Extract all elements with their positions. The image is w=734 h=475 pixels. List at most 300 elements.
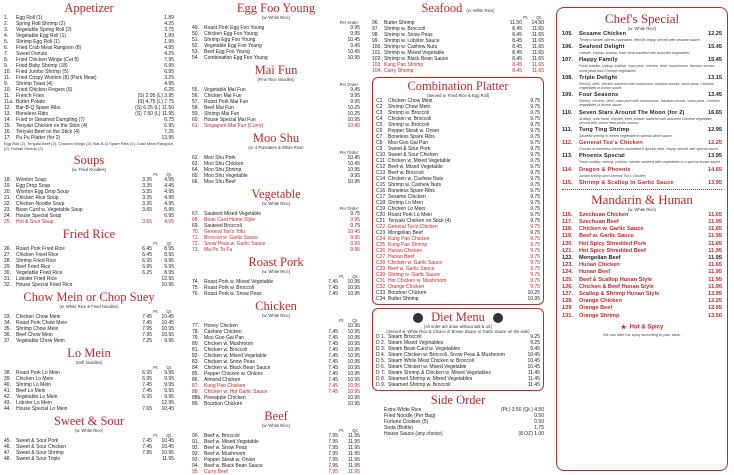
- item-price: 9.75: [530, 272, 540, 278]
- item-price: 9.75: [530, 248, 540, 254]
- menu-item: [4, 282, 174, 288]
- item-number: C32: [376, 284, 386, 290]
- item-name: Chicken w. Black Bean Sauce: [204, 365, 271, 371]
- item-price-pt: 7.95: [328, 433, 338, 439]
- item-number: 75.: [192, 285, 199, 291]
- item-price-pt: 7.45: [142, 444, 152, 450]
- item-number: 65.: [192, 173, 199, 179]
- item-price-pt: 7.95: [328, 457, 338, 463]
- item-price: 9.75: [530, 140, 540, 146]
- item-number: 14.: [4, 117, 11, 123]
- item-number: 17.: [4, 135, 11, 141]
- item-number: C15: [376, 182, 386, 188]
- item-price-qt: 10.95: [347, 389, 360, 395]
- item-name: Boneless Ribs: [16, 111, 48, 117]
- item-price: 9.45: [350, 43, 360, 49]
- item-name: Sweet & Sour Chicken: [16, 444, 67, 450]
- menu-item: [192, 469, 360, 475]
- chef-list: [562, 31, 722, 187]
- menu-item: [4, 406, 174, 412]
- item-price: 12.25: [708, 298, 722, 305]
- item-number: 3.: [4, 27, 9, 33]
- item-number: 24.: [4, 213, 11, 219]
- item-price: 9.75: [530, 206, 540, 212]
- item-name: Lobster Lo Mein: [16, 400, 52, 406]
- item-name: Roast Pork Fried Rice: [16, 246, 65, 252]
- item-number: C21: [376, 218, 386, 224]
- item-name: Fried Chicken Wings (Cut 8): [16, 57, 79, 63]
- item-price-pt: 7.45: [328, 371, 338, 377]
- chef-special-panel: [556, 7, 728, 471]
- item-name: Orange Chicken: [388, 284, 425, 290]
- item-price: 4.95: [164, 45, 174, 51]
- item-name: Pu Pu Platter (for 2): [16, 135, 61, 141]
- item-price-pt: 7.45: [328, 365, 338, 371]
- item-price: (Pt.) 3.50 (Qt.) 4.50: [500, 407, 544, 413]
- item-number: 54.: [192, 55, 199, 61]
- item-name: Szechuan Beef: [579, 219, 619, 226]
- item-name: Shrimp Mai Fun: [204, 111, 240, 117]
- item-name: Roast Pork Egg Foo Young: [204, 25, 265, 31]
- item-name: Pineapple Chicken: [204, 395, 246, 401]
- diet-subheading-2: (Served w. White Rice & Choice of Brown Sauce or Garlic Sauce on the side): [386, 329, 530, 334]
- item-name: Sweet & Sour Pork: [16, 438, 59, 444]
- spicy-footnote: We can alter the spicy according to your taste.: [603, 333, 681, 338]
- item-price-pt: 6.25: [142, 270, 152, 276]
- item-name: Fried Chicken Fingers (6): [16, 87, 73, 93]
- item-number: 87.: [192, 383, 199, 389]
- item-price-pt: [130, 282, 152, 288]
- wok-icon-left: [413, 313, 423, 323]
- item-name: Cashew Chicken: [204, 329, 242, 335]
- item-price: 9.25: [530, 340, 540, 346]
- item-number: 105.: [562, 31, 573, 37]
- item-price: 9.75: [350, 223, 360, 229]
- item-name: Kung Pao Shrimp: [388, 242, 428, 248]
- item-name: Roast Pork Lo Mein: [388, 212, 432, 218]
- item-price-pt: 7.45: [142, 382, 152, 388]
- item-price: 9.75: [530, 158, 540, 164]
- item-number: 39.: [4, 376, 11, 382]
- item-number: 119.: [562, 233, 573, 240]
- roastpork-section: [192, 256, 360, 297]
- item-number: 94.: [192, 463, 199, 469]
- item-price: 10.45: [527, 352, 540, 358]
- wok-icon-right: [493, 313, 503, 323]
- item-number: 2.: [4, 21, 9, 27]
- item-price-pt: 7.65: [142, 406, 152, 412]
- appetizer-heading: Appetizer: [64, 1, 114, 15]
- menu-item: [192, 55, 360, 61]
- item-number: 8.: [4, 57, 9, 63]
- diet-heading: Diet Menu: [431, 310, 485, 324]
- item-description: Jumbo shrimp and General Tso's Chicken.: [579, 173, 647, 178]
- item-price-pt: 3.65: [142, 219, 152, 225]
- soups-section: [4, 154, 174, 225]
- item-name: Steam Mixed Vegetables: [388, 340, 444, 346]
- item-price: 9.45: [350, 87, 360, 93]
- item-price-qt: 4.45: [164, 183, 174, 189]
- item-price-pt: 8.45: [512, 38, 522, 44]
- item-name: Hot Chicken w. Mushroom: [388, 278, 447, 284]
- item-price: 11.95: [708, 247, 722, 254]
- item-price: 0.50: [534, 413, 544, 419]
- item-name: Moo Goo Gai Pan: [204, 335, 245, 341]
- mandarin-item: [562, 212, 722, 219]
- item-name: Beef & Scallop Hunan Style: [579, 276, 653, 283]
- item-number: 7.: [4, 51, 9, 57]
- item-description: Fresh lobster, shrimp, scallop, roast pork, chicken, beef, mushrooms, bamboo shoots, snow peas and Chinese vegetables.: [579, 64, 716, 73]
- vegetable-list: [192, 206, 360, 253]
- chowmein-section: [4, 291, 174, 344]
- item-number: 49.: [192, 25, 199, 31]
- item-number: 12.: [4, 105, 11, 111]
- item-price: 9.75: [530, 122, 540, 128]
- mooshu-list: [192, 150, 360, 185]
- item-price-pt: 7.95: [142, 450, 152, 456]
- item-name: Beef w. Broccoli: [388, 170, 424, 176]
- item-price: 11.65: [708, 211, 722, 218]
- menu-item: [372, 431, 544, 437]
- item-number: D 9.: [376, 382, 386, 388]
- item-name: Chicken Lo Mein: [16, 376, 54, 382]
- item-number: 89.: [192, 401, 199, 407]
- item-number: D 5.: [376, 358, 386, 364]
- item-number: C26: [376, 248, 386, 254]
- eggfoo-section: [192, 2, 360, 61]
- item-number: C29: [376, 266, 386, 272]
- menu-item: [192, 291, 360, 297]
- item-price-qt: 11.65: [531, 62, 544, 68]
- item-price-pt: 3.35: [142, 195, 152, 201]
- item-number: 110.: [562, 109, 573, 116]
- item-number: 37.: [4, 338, 11, 344]
- soups-price-header-label: Qt.: [166, 172, 172, 177]
- item-price-pt: 8.45: [512, 62, 522, 68]
- item-number: 52.: [192, 43, 199, 49]
- mandarin-item: [562, 277, 722, 284]
- item-number: 63.: [192, 161, 199, 167]
- item-name: Fortune Cookies (5): [384, 419, 429, 425]
- item-name: Hot & Sour Soup: [16, 219, 54, 225]
- item-price-pt: 7.95: [328, 451, 338, 457]
- item-price: 6.25: [164, 87, 174, 93]
- lomein-price-header-label: Pt.: [153, 365, 159, 370]
- item-number: C34: [376, 296, 386, 302]
- item-price: 4.25: [164, 21, 174, 27]
- item-price: 9.75: [530, 200, 540, 206]
- item-name: Beef Lo Mein: [16, 388, 46, 394]
- item-name: Vegetable Spring Roll (2): [16, 27, 72, 33]
- item-price-pt: 7.45: [328, 359, 338, 365]
- item-number: 98.: [372, 32, 379, 38]
- item-price-pt: 3.35: [142, 177, 152, 183]
- item-price-pt: 7.45: [328, 383, 338, 389]
- item-price: 9.75: [530, 218, 540, 224]
- item-price-qt: 8.95: [164, 246, 174, 252]
- diet-list: [376, 334, 540, 388]
- item-number: 92.: [192, 445, 199, 451]
- diet-subheading: (All order are drain without salt & oil.): [423, 324, 493, 329]
- item-name: Beef Egg Foo Young: [204, 49, 250, 55]
- item-number: 36.: [4, 332, 11, 338]
- item-description: Scallop, crab meat, chicken, beef, lobster sauteed with assorted Chinese vegetable, served with seven fried jumbo shrimp.: [579, 116, 713, 125]
- item-price-qt: 11.95: [347, 439, 360, 445]
- chowmein-price-header-label: Pt.: [153, 309, 159, 314]
- item-price-qt: 12.95: [161, 276, 174, 282]
- item-price: 9.25: [530, 334, 540, 340]
- item-price-qt: 10.95: [347, 377, 360, 383]
- item-number: 28.: [4, 258, 11, 264]
- item-name: House Special Lo Mein: [16, 406, 68, 412]
- item-name: Sauteed Mixed Vegetable: [204, 211, 261, 217]
- mandarin-item: [562, 255, 722, 262]
- item-description: Shrimp, beef, chicken sauteed with mushroom, bamboo shoots, snow peas, Chinese vegetables in brown sauce.: [579, 81, 714, 91]
- item-name: Beef w. Black Bean Sauce: [204, 463, 263, 469]
- item-number: D 1.: [376, 334, 386, 340]
- item-price-pt: [130, 456, 152, 462]
- item-name: Roast Pork Chow Mein: [16, 320, 68, 326]
- item-price: 9.75: [530, 212, 540, 218]
- item-price-qt: 11.95: [347, 451, 360, 457]
- item-name: Beef Mai Fun: [204, 105, 234, 111]
- item-price-pt: 6.95: [142, 370, 152, 376]
- item-number: 127.: [562, 291, 573, 298]
- item-number: 131.: [562, 312, 573, 319]
- item-number: 128.: [562, 298, 573, 305]
- item-number: 113.: [562, 153, 573, 160]
- item-number: 106.: [562, 44, 573, 51]
- item-price-qt: 9.95: [164, 382, 174, 388]
- item-name: Hunan Beef: [388, 254, 415, 260]
- roastpork-price-header-label: Qt.: [352, 274, 358, 279]
- chef-special-item: [562, 92, 722, 107]
- soups-subheading: (w. Fried Noodles): [72, 167, 106, 172]
- item-number: 22.: [4, 201, 11, 207]
- appetizer-list: [4, 15, 174, 141]
- side-heading: Side Order: [430, 393, 486, 407]
- chef-special-row: [562, 127, 722, 134]
- item-number: 73.: [192, 247, 199, 253]
- item-name: French Fries: [16, 93, 45, 99]
- roastpork-price-header-label: Pt.: [339, 274, 345, 279]
- item-price: 9.95: [350, 25, 360, 31]
- item-name: Sweet Donuts: [16, 51, 48, 57]
- item-name: Wonton Egg Drop Soup: [16, 189, 69, 195]
- mandarin-item: [562, 313, 722, 320]
- chef-special-row: [562, 153, 722, 160]
- item-name: Chicken Chow Mein: [16, 314, 61, 320]
- item-price: 9.75: [530, 254, 540, 260]
- item-name: Bean Curd w. Vegetable Soup: [16, 207, 83, 213]
- item-name: Roast Pork Mai Fun: [204, 99, 249, 105]
- mandarin-item: [562, 305, 722, 312]
- item-price: 11.65: [708, 240, 722, 247]
- item-price: 11.95: [708, 233, 722, 240]
- sweetsour-subheading: (w. White Rice): [74, 428, 104, 433]
- item-number: 42.: [4, 394, 11, 400]
- item-number: 10.: [4, 69, 11, 75]
- item-name: Kung Pao Shrimp: [384, 62, 424, 68]
- item-price-pt: 7.95: [142, 326, 152, 332]
- seafood-subheading: (w. White Rice): [466, 8, 495, 13]
- item-number: 61.: [192, 123, 199, 129]
- item-name: Lobster Fried Rice: [16, 276, 57, 282]
- item-price-qt: 10.95: [347, 285, 360, 291]
- item-name: Roast Pork w. Broccoli: [204, 285, 255, 291]
- item-name: Vegetable Chow Mein: [16, 338, 65, 344]
- item-price: 9.75: [530, 266, 540, 272]
- item-number: 60.: [192, 117, 199, 123]
- item-name: Moo Goo Gai Pan: [388, 140, 429, 146]
- item-price: 11.95: [708, 255, 722, 262]
- menu-item: [4, 338, 174, 344]
- item-price-qt: 10.95: [347, 401, 360, 407]
- item-price-qt: 11.95: [347, 433, 360, 439]
- item-price: 12.95: [708, 127, 722, 134]
- item-number: 20.: [4, 189, 11, 195]
- item-price: 10.45: [347, 37, 360, 43]
- item-price-pt: 7.45: [328, 291, 338, 297]
- item-price-qt: 5.95: [164, 207, 174, 213]
- item-price: 12.25: [708, 140, 722, 147]
- item-name: Chicken Egg Foo Young: [204, 31, 258, 37]
- side-section: [372, 394, 544, 437]
- chef-special-row: [562, 140, 722, 147]
- item-name: Shrimp Chow Mein: [388, 104, 431, 110]
- appetizer-section: [4, 2, 174, 151]
- item-price-qt: 10.45: [161, 314, 174, 320]
- item-name: Kung Pao Chicken: [388, 236, 430, 242]
- item-name: Sweet & Sour Pork: [388, 146, 431, 152]
- item-price-pt: 3.35: [142, 201, 152, 207]
- item-price: 10.25: [347, 111, 360, 117]
- item-number: D 4.: [376, 352, 386, 358]
- item-name: Chicken w. Broccoli: [388, 116, 432, 122]
- mooshu-price-header-label: Per Order: [339, 150, 358, 155]
- item-number: C25: [376, 242, 386, 248]
- chef-special-row: [562, 31, 722, 38]
- item-number: C23: [376, 230, 386, 236]
- item-price-qt: 10.95: [347, 323, 360, 329]
- item-number: 91.: [192, 439, 199, 445]
- item-price: 9.75: [530, 152, 540, 158]
- item-name: Szechuan Chicken: [579, 211, 629, 218]
- item-name: Shrimp Egg Roll (1): [16, 39, 60, 45]
- item-price-pt: 7.25: [142, 338, 152, 344]
- item-price: 9.75: [530, 182, 540, 188]
- lomein-list: [4, 365, 174, 412]
- item-price: 13.95: [161, 135, 174, 141]
- chef-special-row: [562, 167, 722, 174]
- item-name: Steam Chicken w. Broccoli, Snow Peas & Mushroom: [388, 352, 505, 358]
- item-number: 6.: [4, 45, 9, 51]
- item-number: 25.: [4, 219, 11, 225]
- soups-heading: Soups: [73, 153, 105, 167]
- item-description: Sauteed shrimp w. mixed vegetable in special white sauce.: [579, 134, 673, 139]
- item-price: 13.95: [708, 153, 722, 160]
- soups-list: [4, 172, 174, 225]
- item-number: 18.: [4, 177, 11, 183]
- item-name: Steamed Shrimp w. Mixed Vegetables: [388, 376, 473, 382]
- item-price-qt: 9.95: [164, 376, 174, 382]
- item-name: Chicken w. Broccoli: [204, 347, 248, 353]
- item-number: C28: [376, 260, 386, 266]
- item-price: (S) 4.75 (L) 7.75: [137, 99, 174, 105]
- item-number: 97.: [372, 26, 379, 32]
- item-number: 41.: [4, 388, 11, 394]
- item-price: 13.15: [708, 74, 722, 81]
- item-number: 29.: [4, 264, 11, 270]
- item-name: Kung Pao Chicken: [204, 383, 246, 389]
- item-name: Beef w. Broccoli: [204, 433, 240, 439]
- item-number: 107.: [562, 57, 573, 64]
- item-name: Fried Crispy Wonton (8) (Pork Meat): [16, 75, 97, 81]
- item-name: Chicken w. Hot Garlic Sauce: [204, 389, 268, 395]
- item-name: Moo Shu Shrimp: [204, 167, 242, 173]
- item-number: C18: [376, 200, 386, 206]
- item-price-pt: 7.95: [328, 445, 338, 451]
- item-number: 11a.: [4, 99, 14, 105]
- item-number: C10: [376, 152, 386, 158]
- item-name: Shrimp w. Cashew Nuts: [384, 44, 438, 50]
- item-number: C1: [376, 98, 383, 104]
- item-name: Shrimp w. Lobster Sauce: [384, 38, 440, 44]
- chef-special-item: [562, 153, 722, 164]
- item-name: Moo Shu Beef: [204, 179, 236, 185]
- item-price-qt: 9.95: [164, 394, 174, 400]
- item-number: 53.: [192, 49, 199, 55]
- lomein-section: [4, 347, 174, 412]
- item-name: Beef w. Garlic Sauce: [388, 266, 435, 272]
- item-price-qt: 6.95: [164, 213, 174, 219]
- item-name: Fried or Steamed Dumpling (7): [16, 117, 85, 123]
- item-price-pt: 11.50: [509, 20, 522, 26]
- item-price-qt: 10.45: [161, 444, 174, 450]
- item-name: Sweet & Sour Shrimp: [16, 450, 64, 456]
- item-price: (S) 7.50 (L) 11.95: [135, 111, 174, 117]
- item-number: 55.: [192, 87, 199, 93]
- soups-price-header-label: Pt.: [153, 172, 159, 177]
- sweetsour-price-header-label: Pt.: [153, 433, 159, 438]
- item-price: 11.45: [527, 382, 540, 388]
- beef-list: [192, 428, 360, 475]
- item-price-pt: 3.35: [142, 189, 152, 195]
- column-3: [372, 2, 544, 440]
- item-price-qt: 8.95: [164, 252, 174, 258]
- item-name: Dragon & Phoenix: [579, 166, 631, 173]
- item-number: 81.: [192, 347, 199, 353]
- item-name: Teriyaki Beef on the Stick (4): [16, 129, 80, 135]
- chef-special-row: [562, 92, 722, 99]
- item-number: 101.: [372, 50, 382, 56]
- item-price: 9.95: [350, 217, 360, 223]
- chef-special-item: [562, 180, 722, 187]
- item-number: C3: [376, 110, 383, 116]
- item-number: 33.: [4, 314, 11, 320]
- beef-subheading: (w. White Rice): [261, 423, 291, 428]
- item-price: 6.95: [164, 69, 174, 75]
- item-number: 51.: [192, 37, 199, 43]
- item-name: Egg Drop Soup: [16, 183, 51, 189]
- item-price-qt: 11.95: [347, 463, 360, 469]
- item-name: Moo Shu Vegetable: [204, 173, 248, 179]
- item-price: 10.25: [527, 290, 540, 296]
- item-price-qt: 11.95: [161, 456, 174, 462]
- item-price-pt: 7.45: [142, 314, 152, 320]
- item-number: 116.: [562, 211, 573, 218]
- item-name: Hunan Chicken: [388, 248, 423, 254]
